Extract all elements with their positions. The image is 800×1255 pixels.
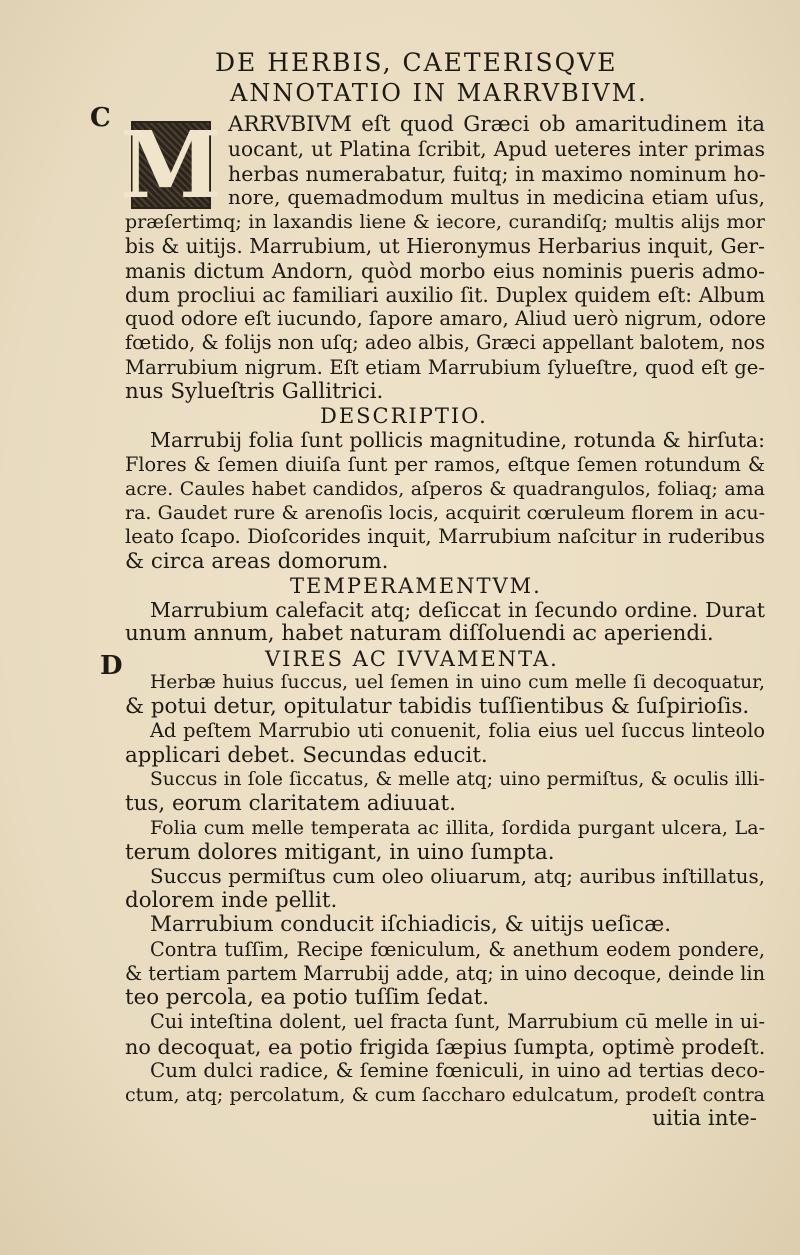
margin-letter-c: C bbox=[90, 103, 111, 133]
text-line: manis dictum Andorn, quòd morbo eius nominis pueris admo- bbox=[125, 258, 765, 283]
heading-vires: VIRES AC IVVAMENTA. bbox=[265, 646, 559, 671]
text-line: applicari debet. Secundas educit. bbox=[125, 742, 488, 768]
text-line: acre. Caules habet candidos, aſperos & quadrangulos, foliaq; ama bbox=[125, 477, 765, 500]
running-head: DE HERBIS, CAETERISQVE bbox=[215, 48, 618, 77]
text-line: quod odore eſt iucundo, ſapore amaro, Aliud uerò nigrum, odore bbox=[125, 307, 767, 330]
text-line: nore, quemadmodum multus in medicina etiam uſus, bbox=[228, 185, 765, 209]
text-line: Cui inteſtina dolent, uel fracta ſunt, Marrubium cū melle in ui- bbox=[150, 1010, 765, 1034]
text-line: uocant, ut Platina ſcribit, Apud ueteres inter primas bbox=[228, 137, 765, 162]
text-line: Folia cum melle temperata ac illita, ſordida purgant ulcera, La- bbox=[150, 817, 765, 840]
text-line: Ad peſtem Marrubio uti conuenit, folia eius uel ſuccus linteolo bbox=[150, 719, 765, 743]
text-line: herbas numerabatur, fuitq; in maximo nominum ho- bbox=[228, 161, 766, 186]
text-line: terum dolores mitigant, in uino ſumpta. bbox=[125, 839, 555, 865]
catchword: uitia inte- bbox=[652, 1106, 757, 1132]
text-line: Marrubium nigrum. Eſt etiam Marrubium ſylueſtre, quod eſt ge- bbox=[125, 355, 765, 379]
margin-letter-d: D bbox=[100, 651, 123, 681]
section-title: ANNOTATIO IN MARRVBIVM. bbox=[230, 79, 648, 107]
text-line: & circa areas domorum. bbox=[125, 548, 389, 574]
text-line: præſertimq; in laxandis liene & iecore, curandiſq; multis alijs mor bbox=[125, 211, 765, 233]
text-line: Marrubium calefacit atq; deſiccat in ſecundo ordine. Durat bbox=[150, 598, 765, 622]
text-line: ARRVBIVM eſt quod Græci ob amaritudinem ita bbox=[228, 112, 765, 137]
text-line: unum annum, habet naturam diſſoluendi ac aperiendi. bbox=[125, 621, 714, 647]
text-line: nus Sylueſtris Gallitrici. bbox=[125, 378, 384, 404]
text-line: bis & uitijs. Marrubium, ut Hieronymus Herbarius inquit, Ger- bbox=[125, 234, 765, 259]
text-line: Succus in ſole ſiccatus, & melle atq; uino permiſtus, & oculis illi- bbox=[150, 768, 765, 790]
initial-letter: M bbox=[120, 111, 222, 219]
text-line: Contra tuſſim, Recipe fœniculum, & anethum eodem pondere, bbox=[150, 937, 765, 961]
text-line: leato ſcapo. Dioſcorides inquit, Marrubium naſcitur in ruderibus bbox=[125, 525, 765, 549]
text-line: Cum dulci radice, & ſemine fœniculi, in uino ad tertias deco- bbox=[150, 1058, 765, 1082]
text-line: dum procliui ac familiari auxilio ſit. Duplex quidem eſt: Album bbox=[125, 282, 765, 307]
text-line: Succus permiſtus cum oleo oliuarum, atq; auribus inſtillatus, bbox=[150, 864, 765, 888]
text-line: Marrubium conducit iſchiadicis, & uitijs ueſicæ. bbox=[150, 912, 672, 938]
heading-temperamentum: TEMPERAMENTVM. bbox=[290, 573, 542, 598]
text-line: Herbæ huius ſuccus, uel ſemen in uino cum melle ſi decoquatur, bbox=[150, 671, 765, 693]
text-line: no decoquat, ea potio frigida ſæpius ſumpta, optimè prodeſt. bbox=[125, 1034, 766, 1059]
text-line: & tertiam partem Marrubij adde, atq; in uino decoque, deinde lin bbox=[125, 961, 765, 985]
text-line: Flores & ſemen diuiſa ſunt per ramos, eſtque ſemen rotundum & bbox=[125, 452, 765, 476]
body-text bbox=[125, 113, 765, 1132]
heading-descriptio: DESCRIPTIO. bbox=[320, 404, 488, 428]
text-line: fœtido, & folijs non uſq; adeo albis, Græci appellant balotem, nos bbox=[125, 331, 765, 355]
text-line: & potui detur, opitulatur tabidis tuſſientibus & ſuſpirioſis. bbox=[125, 694, 750, 719]
text-line: ctum, atq; percolatum, & cum ſaccharo edulcatum, prodeſt contra bbox=[125, 1084, 765, 1106]
text-line: tus, eorum claritatem adiuuat. bbox=[125, 791, 456, 816]
text-line: teo percola, ea potio tuſſim ſedat. bbox=[125, 985, 490, 1010]
text-line: ra. Gaudet rure & arenoſis locis, acquirit cœruleum florem in acu- bbox=[125, 502, 765, 524]
text-line: Marrubij folia ſunt pollicis magnitudine, rotunda & hirſuta: bbox=[150, 428, 765, 453]
text-line: dolorem inde pellit. bbox=[125, 888, 338, 913]
